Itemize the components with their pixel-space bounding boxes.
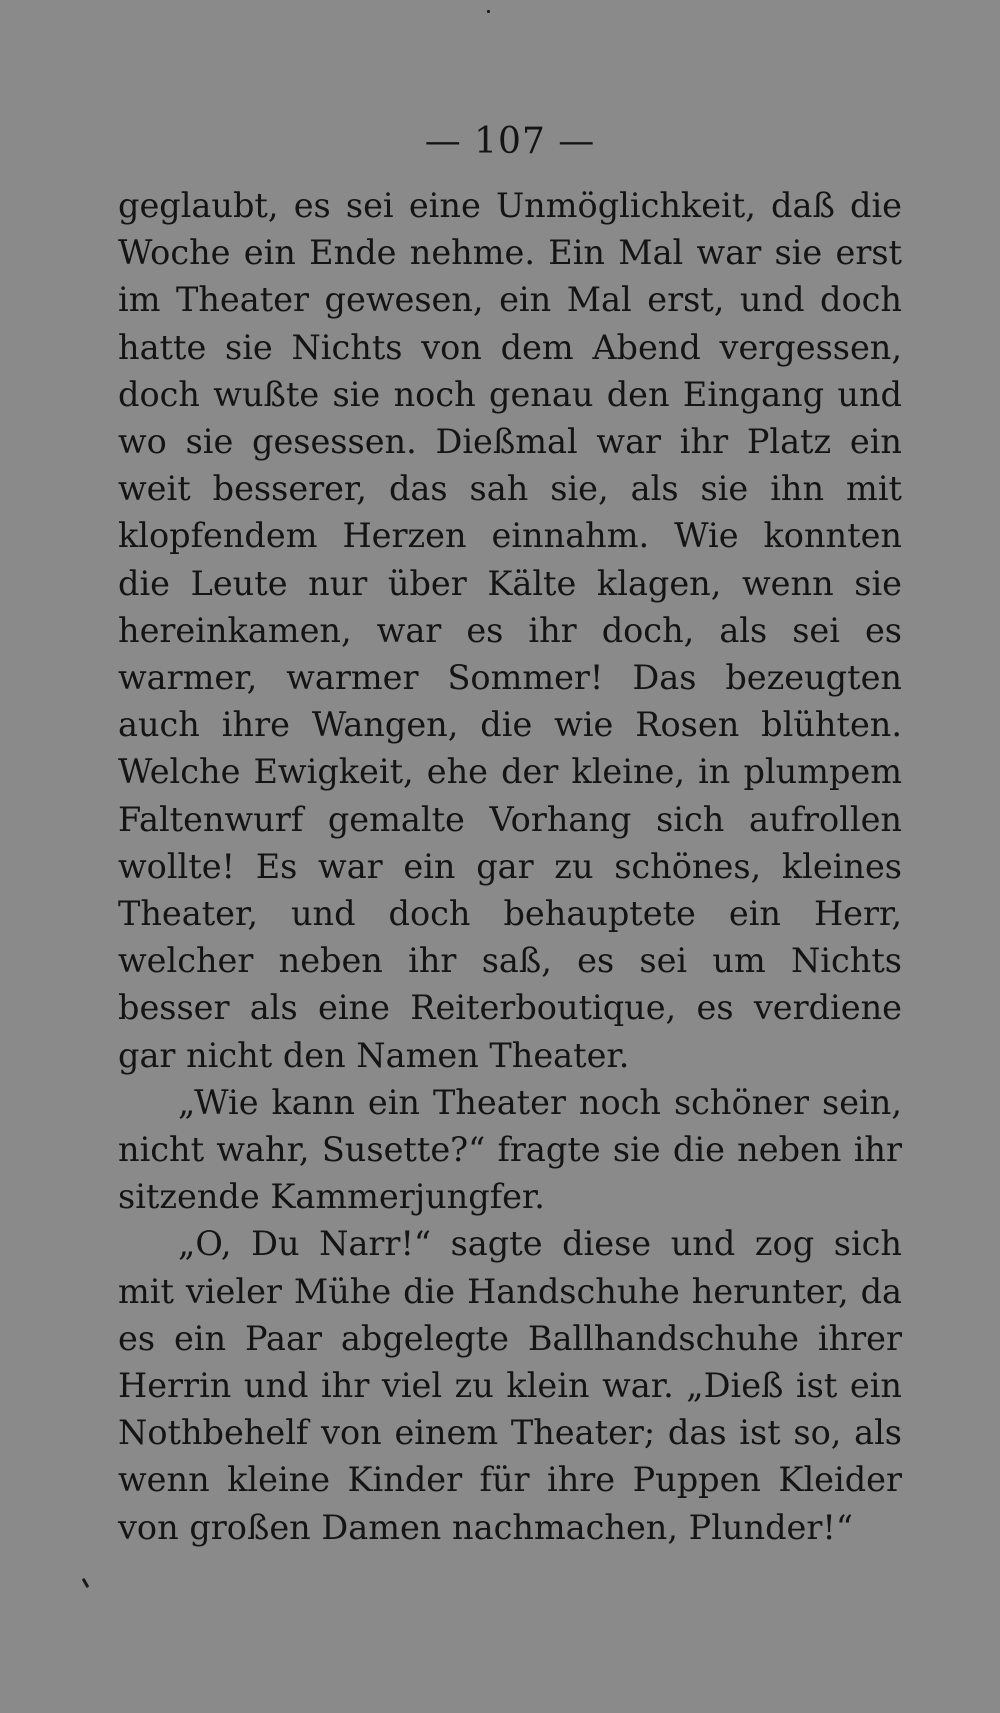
ink-speck (82, 1578, 90, 1588)
page-number-header: — 107 — (424, 121, 596, 162)
paragraph-1: geglaubt, es sei eine Unmöglichkeit, daß die Woche ein Ende nehme. Ein Mal war sie erst im Theater gewesen, ein Mal erst, und doch hatte sie Nichts von dem Abend vergessen, doch wußte sie noch genau den Eingang und wo sie gesessen. Dießmal war ihr Platz ein weit besserer, das sah sie, als sie ihn mit klopfendem Herzen einnahm. Wie konnten die Leute nur über Kälte klagen, wenn sie hereinkamen, war es ihr doch, als sei es warmer, warmer Sommer! Das bezeugten auch ihre Wangen, die wie Rosen blühten. Welche Ewigkeit, ehe der kleine, in plumpem Faltenwurf gemalte Vorhang sich aufrollen wollte! Es war ein gar zu schönes, kleines Theater, und doch behauptete ein Herr, welcher neben ihr saß, es sei um Nichts besser als eine Reiterboutique, es verdiene gar nicht den Namen Theater. (118, 186, 902, 1075)
ink-speck (487, 10, 490, 13)
body-text (118, 182, 902, 1551)
paragraph-3: „O, Du Narr!“ sagte diese und zog sich mit vieler Mühe die Handschuhe herunter, da es ein Paar abgelegte Ballhandschuhe ihrer Herrin und ihr viel zu klein war. „Dieß ist ein Nothbehelf von einem Theater; das ist so, als wenn kleine Kinder für ihre Puppen Kleider von großen Damen nachmachen, Plunder!“ (118, 1224, 902, 1547)
paragraph-2: „Wie kann ein Theater noch schöner sein, nicht wahr, Susette?“ fragte sie die neben ihr sitzende Kammerjungfer. (118, 1082, 902, 1217)
